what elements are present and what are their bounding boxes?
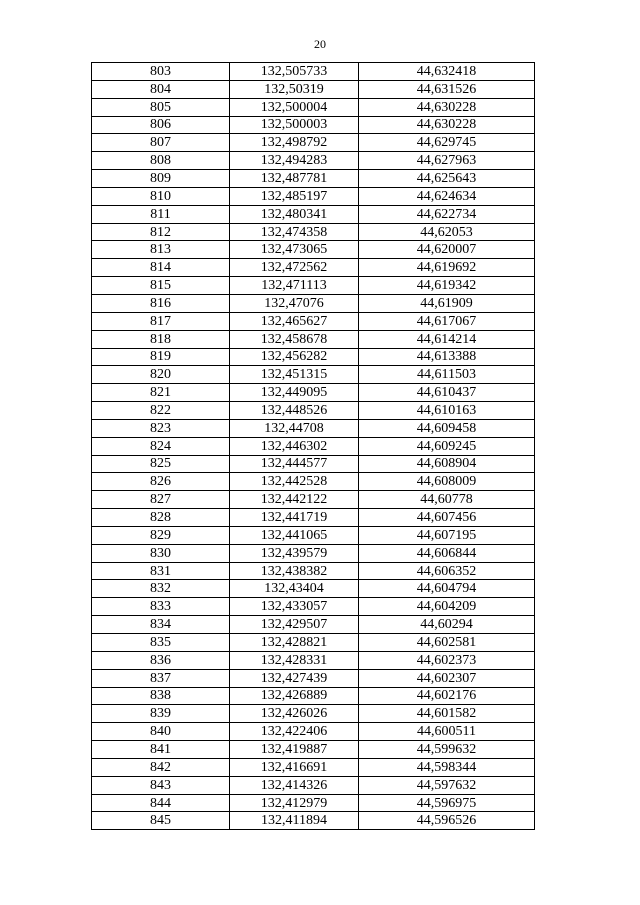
- point-number-cell: 809: [92, 170, 230, 188]
- longitude-cell: 132,411894: [230, 812, 359, 830]
- point-number-cell: 814: [92, 259, 230, 277]
- table-row: [92, 741, 535, 759]
- longitude-cell: 132,441065: [230, 526, 359, 544]
- latitude-cell: 44,599632: [359, 741, 535, 759]
- longitude-cell: 132,441719: [230, 509, 359, 527]
- latitude-cell: 44,632418: [359, 63, 535, 81]
- longitude-cell: 132,473065: [230, 241, 359, 259]
- latitude-cell: 44,62053: [359, 223, 535, 241]
- latitude-cell: 44,631526: [359, 80, 535, 98]
- latitude-cell: 44,602373: [359, 651, 535, 669]
- latitude-cell: 44,619692: [359, 259, 535, 277]
- table-row: [92, 812, 535, 830]
- latitude-cell: 44,619342: [359, 277, 535, 295]
- table-row: [92, 794, 535, 812]
- table-row: [92, 562, 535, 580]
- longitude-cell: 132,500003: [230, 116, 359, 134]
- latitude-cell: 44,624634: [359, 187, 535, 205]
- latitude-cell: 44,597632: [359, 776, 535, 794]
- table-row: [92, 116, 535, 134]
- point-number-cell: 817: [92, 312, 230, 330]
- longitude-cell: 132,471113: [230, 277, 359, 295]
- longitude-cell: 132,428821: [230, 634, 359, 652]
- latitude-cell: 44,596975: [359, 794, 535, 812]
- latitude-cell: 44,61909: [359, 294, 535, 312]
- longitude-cell: 132,472562: [230, 259, 359, 277]
- table-row: [92, 63, 535, 81]
- latitude-cell: 44,604209: [359, 598, 535, 616]
- table-row: [92, 687, 535, 705]
- table-row: [92, 312, 535, 330]
- longitude-cell: 132,50319: [230, 80, 359, 98]
- point-number-cell: 808: [92, 152, 230, 170]
- point-number-cell: 804: [92, 80, 230, 98]
- point-number-cell: 810: [92, 187, 230, 205]
- point-number-cell: 818: [92, 330, 230, 348]
- latitude-cell: 44,630228: [359, 98, 535, 116]
- point-number-cell: 824: [92, 437, 230, 455]
- point-number-cell: 823: [92, 419, 230, 437]
- point-number-cell: 829: [92, 526, 230, 544]
- point-number-cell: 838: [92, 687, 230, 705]
- point-number-cell: 835: [92, 634, 230, 652]
- latitude-cell: 44,620007: [359, 241, 535, 259]
- table-row: [92, 526, 535, 544]
- longitude-cell: 132,419887: [230, 741, 359, 759]
- longitude-cell: 132,480341: [230, 205, 359, 223]
- point-number-cell: 830: [92, 544, 230, 562]
- latitude-cell: 44,60778: [359, 491, 535, 509]
- longitude-cell: 132,43404: [230, 580, 359, 598]
- longitude-cell: 132,494283: [230, 152, 359, 170]
- page-number: 20: [314, 37, 326, 51]
- latitude-cell: 44,613388: [359, 348, 535, 366]
- table-row: [92, 134, 535, 152]
- latitude-cell: 44,608009: [359, 473, 535, 491]
- point-number-cell: 836: [92, 651, 230, 669]
- table-row: [92, 776, 535, 794]
- longitude-cell: 132,505733: [230, 63, 359, 81]
- point-number-cell: 837: [92, 669, 230, 687]
- table-row: [92, 491, 535, 509]
- point-number-cell: 807: [92, 134, 230, 152]
- point-number-cell: 816: [92, 294, 230, 312]
- table-row: [92, 241, 535, 259]
- latitude-cell: 44,598344: [359, 758, 535, 776]
- latitude-cell: 44,607195: [359, 526, 535, 544]
- longitude-cell: 132,433057: [230, 598, 359, 616]
- table-row: [92, 170, 535, 188]
- coordinates-table-body: [92, 63, 535, 830]
- point-number-cell: 827: [92, 491, 230, 509]
- longitude-cell: 132,428331: [230, 651, 359, 669]
- longitude-cell: 132,427439: [230, 669, 359, 687]
- point-number-cell: 825: [92, 455, 230, 473]
- table-row: [92, 187, 535, 205]
- point-number-cell: 839: [92, 705, 230, 723]
- longitude-cell: 132,474358: [230, 223, 359, 241]
- table-row: [92, 473, 535, 491]
- point-number-cell: 813: [92, 241, 230, 259]
- table-row: [92, 634, 535, 652]
- latitude-cell: 44,614214: [359, 330, 535, 348]
- latitude-cell: 44,622734: [359, 205, 535, 223]
- point-number-cell: 805: [92, 98, 230, 116]
- longitude-cell: 132,426026: [230, 705, 359, 723]
- longitude-cell: 132,412979: [230, 794, 359, 812]
- table-row: [92, 223, 535, 241]
- longitude-cell: 132,449095: [230, 384, 359, 402]
- longitude-cell: 132,446302: [230, 437, 359, 455]
- latitude-cell: 44,617067: [359, 312, 535, 330]
- longitude-cell: 132,456282: [230, 348, 359, 366]
- point-number-cell: 833: [92, 598, 230, 616]
- point-number-cell: 811: [92, 205, 230, 223]
- point-number-cell: 806: [92, 116, 230, 134]
- point-number-cell: 845: [92, 812, 230, 830]
- table-row: [92, 277, 535, 295]
- table-row: [92, 598, 535, 616]
- point-number-cell: 828: [92, 509, 230, 527]
- point-number-cell: 820: [92, 366, 230, 384]
- longitude-cell: 132,47076: [230, 294, 359, 312]
- table-row: [92, 205, 535, 223]
- point-number-cell: 826: [92, 473, 230, 491]
- longitude-cell: 132,498792: [230, 134, 359, 152]
- point-number-cell: 843: [92, 776, 230, 794]
- latitude-cell: 44,610437: [359, 384, 535, 402]
- longitude-cell: 132,487781: [230, 170, 359, 188]
- table-row: [92, 509, 535, 527]
- table-row: [92, 366, 535, 384]
- latitude-cell: 44,609458: [359, 419, 535, 437]
- table-row: [92, 651, 535, 669]
- latitude-cell: 44,601582: [359, 705, 535, 723]
- latitude-cell: 44,596526: [359, 812, 535, 830]
- table-row: [92, 384, 535, 402]
- latitude-cell: 44,611503: [359, 366, 535, 384]
- table-row: [92, 723, 535, 741]
- point-number-cell: 842: [92, 758, 230, 776]
- latitude-cell: 44,602176: [359, 687, 535, 705]
- table-row: [92, 259, 535, 277]
- latitude-cell: 44,607456: [359, 509, 535, 527]
- longitude-cell: 132,500004: [230, 98, 359, 116]
- table-row: [92, 455, 535, 473]
- table-row: [92, 152, 535, 170]
- point-number-cell: 844: [92, 794, 230, 812]
- latitude-cell: 44,625643: [359, 170, 535, 188]
- point-number-cell: 819: [92, 348, 230, 366]
- table-row: [92, 294, 535, 312]
- latitude-cell: 44,600511: [359, 723, 535, 741]
- latitude-cell: 44,606352: [359, 562, 535, 580]
- longitude-cell: 132,426889: [230, 687, 359, 705]
- latitude-cell: 44,610163: [359, 402, 535, 420]
- table-row: [92, 330, 535, 348]
- table-row: [92, 402, 535, 420]
- longitude-cell: 132,414326: [230, 776, 359, 794]
- table-row: [92, 98, 535, 116]
- longitude-cell: 132,465627: [230, 312, 359, 330]
- coordinates-table: [91, 62, 535, 830]
- point-number-cell: 815: [92, 277, 230, 295]
- point-number-cell: 803: [92, 63, 230, 81]
- point-number-cell: 832: [92, 580, 230, 598]
- table-row: [92, 80, 535, 98]
- table-row: [92, 544, 535, 562]
- latitude-cell: 44,630228: [359, 116, 535, 134]
- latitude-cell: 44,629745: [359, 134, 535, 152]
- latitude-cell: 44,604794: [359, 580, 535, 598]
- table-row: [92, 669, 535, 687]
- latitude-cell: 44,627963: [359, 152, 535, 170]
- latitude-cell: 44,60294: [359, 616, 535, 634]
- longitude-cell: 132,439579: [230, 544, 359, 562]
- point-number-cell: 821: [92, 384, 230, 402]
- longitude-cell: 132,429507: [230, 616, 359, 634]
- table-row: [92, 419, 535, 437]
- table-row: [92, 580, 535, 598]
- table-row: [92, 616, 535, 634]
- point-number-cell: 812: [92, 223, 230, 241]
- table-row: [92, 437, 535, 455]
- longitude-cell: 132,485197: [230, 187, 359, 205]
- longitude-cell: 132,448526: [230, 402, 359, 420]
- latitude-cell: 44,609245: [359, 437, 535, 455]
- table-row: [92, 758, 535, 776]
- longitude-cell: 132,422406: [230, 723, 359, 741]
- longitude-cell: 132,416691: [230, 758, 359, 776]
- point-number-cell: 822: [92, 402, 230, 420]
- latitude-cell: 44,606844: [359, 544, 535, 562]
- point-number-cell: 841: [92, 741, 230, 759]
- latitude-cell: 44,602581: [359, 634, 535, 652]
- point-number-cell: 831: [92, 562, 230, 580]
- longitude-cell: 132,442528: [230, 473, 359, 491]
- longitude-cell: 132,458678: [230, 330, 359, 348]
- latitude-cell: 44,608904: [359, 455, 535, 473]
- point-number-cell: 840: [92, 723, 230, 741]
- point-number-cell: 834: [92, 616, 230, 634]
- table-row: [92, 348, 535, 366]
- longitude-cell: 132,442122: [230, 491, 359, 509]
- longitude-cell: 132,438382: [230, 562, 359, 580]
- longitude-cell: 132,444577: [230, 455, 359, 473]
- latitude-cell: 44,602307: [359, 669, 535, 687]
- table-row: [92, 705, 535, 723]
- longitude-cell: 132,44708: [230, 419, 359, 437]
- longitude-cell: 132,451315: [230, 366, 359, 384]
